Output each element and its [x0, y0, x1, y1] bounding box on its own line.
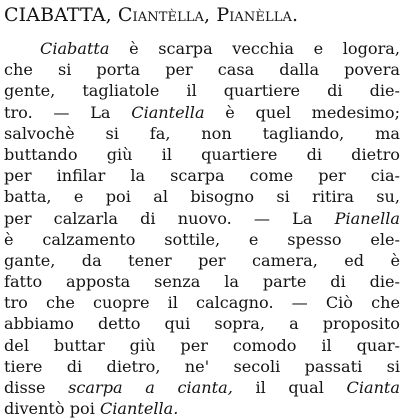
text-run: abbiamo detto qui sopra, a proposito [4, 314, 400, 334]
text-run: gante, da tener per camera, ed è [4, 250, 400, 270]
text-run: gente, tagliatole il quartiere di die- [4, 81, 400, 101]
italic-term: Ciantella [131, 102, 205, 122]
text-run: disse [4, 378, 69, 397]
italic-term: Ciantella. [99, 399, 179, 419]
text-run: tiere di dietro, ne' secoli passati si [4, 356, 400, 376]
italic-term: Ciabatta [40, 39, 110, 58]
text-line [4, 229, 400, 250]
headword-ciabatta: CIABATTA, [4, 4, 112, 26]
entry-heading [4, 4, 298, 26]
italic-term: Cianta [346, 378, 400, 397]
headword-ciantella: Ciantèlla, [117, 4, 211, 26]
text-line [4, 144, 400, 165]
text-run: del buttar giù per comodo il quar- [4, 335, 400, 355]
text-line [4, 356, 400, 377]
text-line [4, 377, 400, 398]
text-run: per infilar la scarpa come per cia- [4, 166, 400, 186]
text-line [4, 102, 400, 123]
text-run: tro che cuopre il calcagno. — Ciò che [4, 293, 400, 313]
text-line [4, 292, 400, 313]
text-line [4, 271, 400, 292]
text-line [4, 59, 400, 80]
text-line [4, 313, 400, 334]
text-line [4, 208, 400, 229]
text-line [4, 123, 400, 144]
text-line [4, 80, 400, 101]
text-run: batta, e poi al bisogno si ritira su, [4, 187, 400, 207]
text-line [4, 250, 400, 271]
text-run: è quel medesimo; [204, 102, 400, 122]
text-line [4, 335, 400, 356]
text-run: fatto apposta senza la parte di die- [4, 272, 400, 292]
text-run: per calzarla di nuovo. — La [4, 208, 335, 228]
italic-term: Pianella [334, 208, 400, 228]
text-run: che si porta per casa dalla povera [4, 60, 400, 80]
text-line [4, 165, 400, 186]
italic-term: scarpa a cianta, [68, 378, 233, 397]
text-line [4, 38, 400, 59]
text-line [4, 186, 400, 207]
text-run: salvochè si fa, non tagliando, ma [4, 123, 400, 143]
text-run: il qual [232, 378, 347, 397]
text-run: è scarpa vecchia e logora, [109, 39, 400, 58]
text-run: buttando giù il quartiere di dietro [4, 144, 400, 164]
text-run: tro. — La [4, 102, 132, 122]
headword-pianella: Pianèlla. [216, 4, 299, 26]
text-run: è calzamento sottile, e spesso ele- [4, 229, 400, 249]
entry-text [4, 38, 400, 419]
text-run: diventò poi [4, 399, 100, 419]
